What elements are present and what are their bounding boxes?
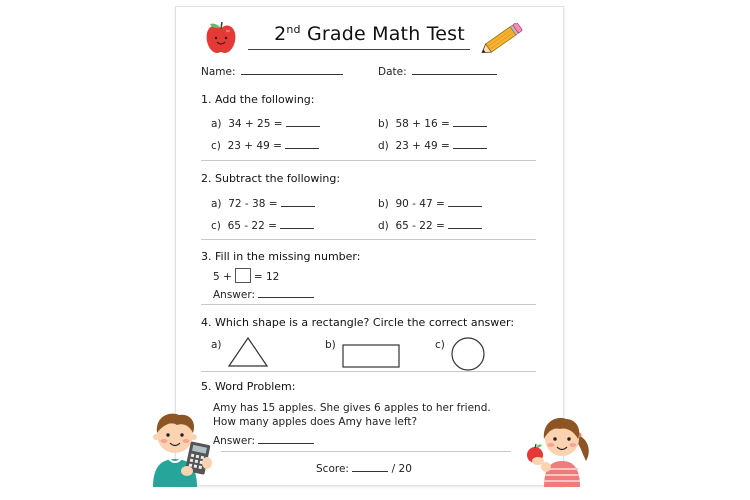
- circle-shape[interactable]: [451, 337, 485, 371]
- name-field[interactable]: [201, 65, 343, 78]
- q4-option-a-label: a): [211, 339, 222, 351]
- date-field[interactable]: [378, 65, 497, 78]
- pencil-icon: [474, 23, 526, 57]
- rectangle-shape[interactable]: [342, 344, 400, 368]
- name-label: Name:: [201, 66, 236, 78]
- page-title: 2nd Grade Math Test: [274, 23, 465, 45]
- missing-number-box[interactable]: [235, 268, 251, 283]
- date-label: Date:: [378, 66, 407, 78]
- q3-equation: 5 + = 12: [213, 268, 279, 283]
- question-5-heading: 5. Word Problem:: [201, 380, 296, 393]
- question-4-heading: 4. Which shape is a rectangle? Circle the correct answer:: [201, 316, 515, 329]
- question-1-heading: 1. Add the following:: [201, 93, 315, 106]
- divider: [201, 239, 536, 240]
- triangle-shape[interactable]: [228, 337, 268, 367]
- q2-item-c[interactable]: c) 65 - 22 =: [211, 219, 314, 232]
- date-blank[interactable]: [412, 65, 497, 75]
- q2-item-d[interactable]: d) 65 - 22 =: [378, 219, 482, 232]
- divider: [221, 451, 511, 452]
- name-blank[interactable]: [241, 65, 343, 75]
- score-field[interactable]: Score: / 20: [316, 463, 412, 475]
- q1-item-d[interactable]: d) 23 + 49 =: [378, 139, 487, 152]
- boy-with-calculator-illustration: [143, 405, 215, 487]
- worksheet-paper: [175, 6, 564, 486]
- q4-option-c-label: c): [435, 339, 445, 351]
- girl-with-apple-illustration: [522, 405, 604, 487]
- q1-item-c[interactable]: c) 23 + 49 =: [211, 139, 319, 152]
- divider: [201, 160, 536, 161]
- q4-option-b-label: b): [325, 339, 336, 351]
- q3-answer[interactable]: Answer:: [213, 288, 314, 301]
- title-underline: [248, 49, 470, 50]
- q5-answer[interactable]: Answer:: [213, 434, 314, 447]
- q2-item-a[interactable]: a) 72 - 38 =: [211, 197, 315, 210]
- q1-item-b[interactable]: b) 58 + 16 =: [378, 117, 487, 130]
- q1-item-a[interactable]: a) 34 + 25 =: [211, 117, 320, 130]
- word-problem-line-1: Amy has 15 apples. She gives 6 apples to her friend.: [213, 402, 491, 414]
- divider: [201, 304, 536, 305]
- word-problem-line-2: How many apples does Amy have left?: [213, 416, 418, 428]
- divider: [201, 371, 536, 372]
- q2-item-b[interactable]: b) 90 - 47 =: [378, 197, 482, 210]
- question-3-heading: 3. Fill in the missing number:: [201, 250, 361, 263]
- question-2-heading: 2. Subtract the following:: [201, 172, 341, 185]
